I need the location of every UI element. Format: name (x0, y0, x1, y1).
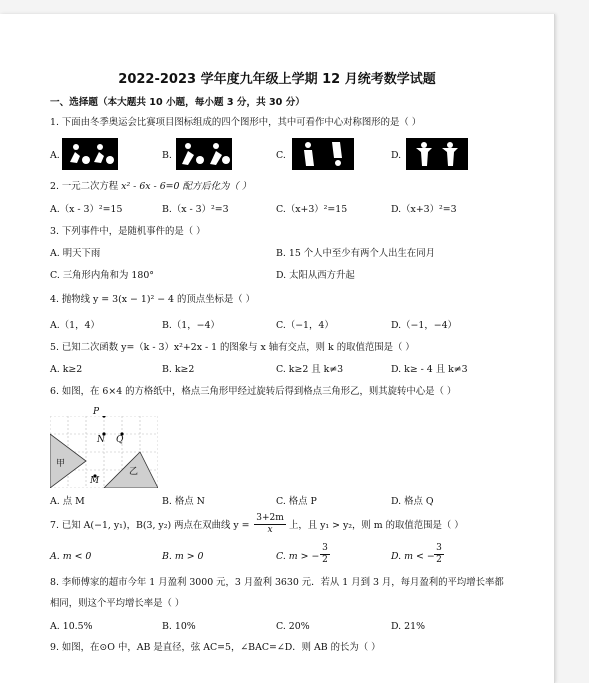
q1-option-d: D. (391, 150, 402, 161)
triangle-jia-label: 甲 (56, 459, 66, 469)
q3-option-d: D. 太阳从西方升起 (276, 270, 355, 281)
q7-option-b: B. m > 0 (162, 551, 204, 562)
question-8-stem-line-1: 8. 李师傅家的超市今年 1 月盈利 3000 元，3 月盈利 3630 元．若从 1 月到 3 月，每月盈利的平均增长率都 (50, 577, 504, 588)
skating-pictogram-icon (176, 138, 232, 170)
document-page (0, 14, 555, 683)
q7-d-numerator: 3 (434, 543, 444, 555)
triangle-yi-label: 乙 (129, 467, 139, 477)
question-3-stem: 3. 下列事件中，是随机事件的是（ ） (50, 226, 206, 237)
q7-c-denominator: 2 (322, 555, 328, 565)
q2-option-a: A.（x - 3）²=15 (50, 204, 123, 215)
question-7-stem-b: 上，且 y₁ > y₂，则 m 的取值范围是（ ） (289, 520, 464, 531)
q7-option-d-fraction (434, 543, 444, 566)
q6-option-a: A. 点 M (50, 496, 85, 507)
q7-option-c: C. m > − (276, 551, 320, 562)
q5-option-c: C. k≥2 且 k≠3 (276, 364, 344, 375)
skiing-pictogram-icon (62, 138, 118, 170)
q7-d-denominator: 2 (436, 555, 442, 565)
question-9-stem: 9. 如图，在⊙O 中，AB 是直径，弦 AC=5，∠BAC=∠D．则 AB 的长为（ ） (50, 642, 381, 653)
q6-option-b: B. 格点 N (162, 496, 205, 507)
question-1-stem: 1. 下面由冬季奥运会比赛项目图标组成的四个图形中，其中可看作中心对称图形的是（ ） (50, 117, 422, 128)
q2-stem-part-b: x² - 6x - 6=0 配方后化为（ ） (121, 181, 252, 192)
snowboard-pictogram-icon (292, 138, 354, 170)
q5-option-a: A. k≥2 (50, 364, 83, 375)
q1-option-c: C. (276, 150, 286, 161)
q2-option-b: B.（x - 3）²=3 (162, 204, 229, 215)
question-4-stem: 4. 抛物线 y = 3(x − 1)² − 4 的顶点坐标是（ ） (50, 294, 255, 305)
q6-option-c: C. 格点 P (276, 496, 317, 507)
q4-option-a: A.（1，4） (50, 320, 100, 331)
q5-option-d: D. k≥ - 4 且 k≠3 (391, 364, 468, 375)
q7-option-c-fraction (320, 543, 330, 566)
question-2-stem (50, 181, 251, 193)
q4-option-d: D.（−1，−4） (391, 320, 457, 331)
q2-stem-part-a: 2. 一元二次方程 (50, 181, 122, 192)
q6-option-d: D. 格点 Q (391, 496, 434, 507)
q1-option-b: B. (162, 150, 172, 161)
point-q-label: Q (116, 435, 124, 445)
question-6-stem: 6. 如图，在 6×4 的方格纸中，格点三角形甲经过旋转后得到格点三角形乙，则其旋转中心是（ ） (50, 386, 457, 397)
q5-option-b: B. k≥2 (162, 364, 195, 375)
q2-option-d: D.（x+3）²=3 (391, 204, 457, 215)
point-p-label: P (93, 407, 100, 417)
question-8-stem-line-2: 相同，则这个平均增长率是（ ） (50, 598, 185, 609)
rotation-grid-figure (50, 416, 158, 488)
q4-option-c: C.（−1，4） (276, 320, 334, 331)
q7-hyperbola-fraction (254, 513, 286, 536)
q2-option-c: C.（x+3）²=15 (276, 204, 348, 215)
q8-option-c: C. 20% (276, 621, 310, 632)
page-title: 2022-2023 学年度九年级上学期 12 月统考数学试题 (118, 72, 436, 87)
q3-option-c: C. 三角形内角和为 180° (50, 270, 154, 281)
figure-skating-pictogram-icon (406, 138, 468, 170)
q8-option-b: B. 10% (162, 621, 196, 632)
question-7-stem-a: 7. 已知 A(−1, y₁)，B(3, y₂) 两点在双曲线 y = (50, 520, 250, 531)
q1-option-a: A. (50, 150, 60, 161)
q7-fraction-numerator: 3+2m (254, 513, 286, 525)
point-n-label: N (97, 435, 105, 445)
q7-option-d: D. m < − (391, 551, 435, 562)
q8-option-d: D. 21% (391, 621, 425, 632)
question-5-stem: 5. 已知二次函数 y=（k - 3）x²+2x - 1 的图象与 x 轴有交点，则 k 的取值范围是（ ） (50, 342, 415, 353)
q8-option-a: A. 10.5% (50, 621, 93, 632)
q7-c-numerator: 3 (320, 543, 330, 555)
q7-option-a: A. m < 0 (50, 551, 92, 562)
q7-fraction-denominator: x (267, 525, 273, 535)
section-heading: 一、选择题（本大题共 10 小题，每小题 3 分，共 30 分） (50, 97, 305, 108)
q3-option-a: A. 明天下雨 (50, 248, 101, 259)
q4-option-b: B.（1，−4） (162, 320, 220, 331)
q3-option-b: B. 15 个人中至少有两个人出生在同月 (276, 248, 436, 259)
point-m-label: M (90, 476, 100, 486)
